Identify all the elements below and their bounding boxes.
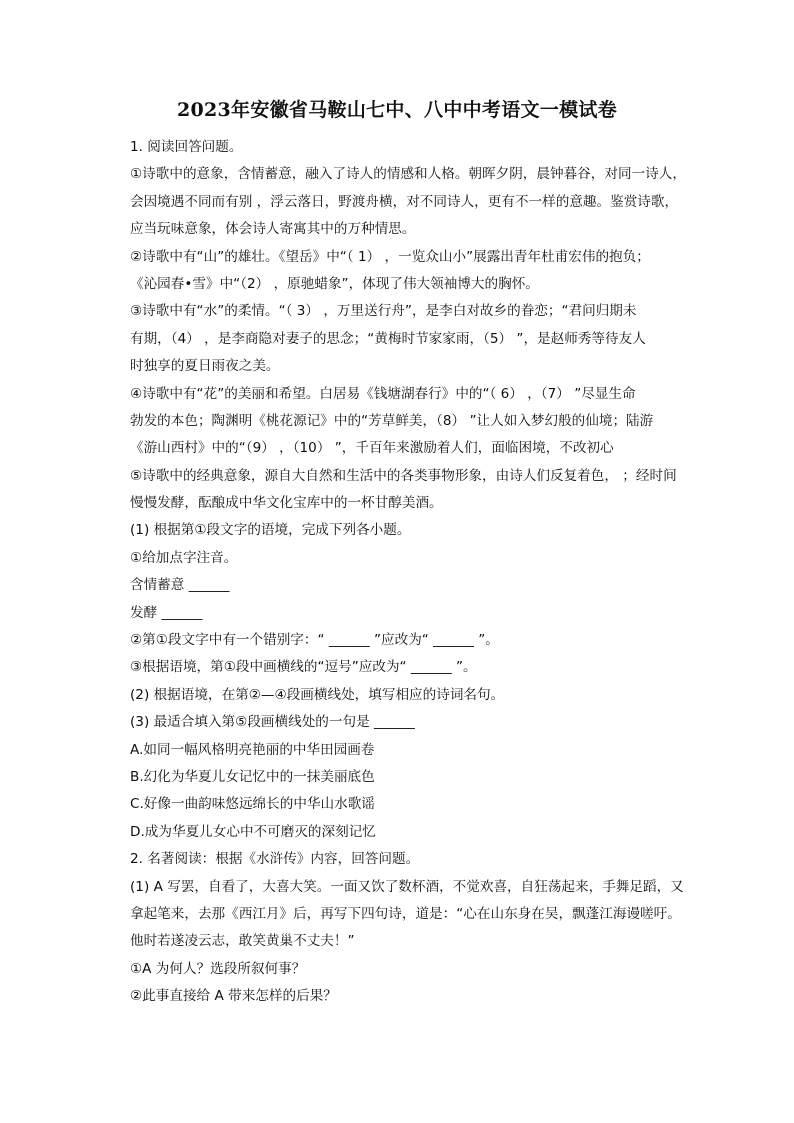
paragraph-line: ①诗歌中的意象，含情蓄意，融入了诗人的情感和人格。朝晖夕阴，晨钟暮谷，对同一诗人， bbox=[130, 166, 686, 183]
choice-option: D.成为华夏儿女心中不可磨灭的深刻记忆 bbox=[130, 823, 376, 840]
paragraph-line: 应当玩味意象，体会诗人寄寓其中的万种情思。 bbox=[130, 221, 416, 238]
sub-question-line: (3) 最适合填入第⑤段画横线处的一句是 ______ bbox=[130, 714, 415, 731]
choice-option: A.如同一幅风格明亮艳丽的中华田园画卷 bbox=[130, 741, 375, 758]
sub-question-line: ①A 为何人？选段所叙何事？ bbox=[130, 960, 306, 977]
paragraph-line: ③诗歌中有“水”的柔情。“（ 3） ，万里送行舟”，是李白对故乡的眷恋；“君问归期未 bbox=[130, 303, 637, 320]
sub-question-line: (1) 根据第①段文字的语境，完成下列各小题。 bbox=[130, 522, 411, 539]
paragraph-line: 慢慢发酵，酝酿成中华文化宝库中的一杯甘醇美酒。 bbox=[130, 495, 443, 512]
exam-title: 2023年安徽省马鞍山七中、八中中考语文一模试卷 bbox=[176, 99, 618, 121]
choice-option: C.好像一曲韵味悠远绵长的中华山水歌谣 bbox=[130, 796, 375, 813]
answer-blank-line: 发酵 ______ bbox=[130, 604, 203, 621]
paragraph-line: ④诗歌中有“花”的美丽和希望。白居易《钱塘湖春行》中的“（ 6） ，（7） ”尽显生命 bbox=[130, 385, 636, 402]
paragraph-line: 勃发的本色；陶渊明《桃花源记》中的“芳草鲜美，（8） ”让人如入梦幻般的仙境；陆游 bbox=[130, 412, 654, 429]
choice-option: B.幻化为华夏儿女记忆中的一抹美丽底色 bbox=[130, 768, 375, 785]
paragraph-line: 拿起笔来，去那《西江月》后，再写下四句诗，道是：“心在山东身在吴，飘蓬江海谩嗟吁。 bbox=[130, 905, 681, 922]
question-1-heading: 1. 阅读回答问题。 bbox=[130, 139, 243, 155]
paragraph-line: 会因境遇不同而有别 ，浮云落日，野渡舟横，对不同诗人，更有不一样的意趣。鉴赏诗歌， bbox=[130, 193, 679, 210]
answer-blank-line: 含情蓄意 ______ bbox=[130, 577, 230, 594]
paragraph-line: 时独享的夏日雨夜之美。 bbox=[130, 358, 280, 375]
paragraph-line: 《游山西村》中的“（9） ，（10） ”，千百年来激励着人们，面临困境，不改初心 bbox=[130, 440, 614, 457]
sub-question-line: ③根据语境，第①段中画横线的“逗号”应改为“ ______ ”。 bbox=[130, 659, 477, 676]
sub-question-line: ②此事直接给 A 带来怎样的后果？ bbox=[130, 988, 337, 1005]
sub-question-line: ①给加点字注音。 bbox=[130, 549, 238, 566]
question-2-heading: 2. 名著阅读：根据《水浒传》内容，回答问题。 bbox=[130, 851, 420, 868]
paragraph-line: (1) A 写罢，自看了，大喜大笑。一面又饮了数杯酒，不觉欢喜，自狂荡起来，手舞足蹈，又 bbox=[130, 878, 684, 895]
paragraph-line: 有期，（4） ，是李商隐对妻子的思念；“黄梅时节家家雨，（5） ”，是赵师秀等待友人 bbox=[130, 330, 646, 347]
paragraph-line: ②诗歌中有“山”的雄壮。《望岳》中“（ 1） ，一览众山小”展露出青年杜甫宏伟的抱负； bbox=[130, 248, 650, 265]
sub-question-line: ②第①段文字中有一个错别字：“ ______ ”应改为“ ______ ”。 bbox=[130, 632, 499, 649]
paragraph-line: 《沁园春•雪》中“（2） ，原驰蜡象”，体现了伟大领袖博大的胸怀。 bbox=[130, 275, 539, 292]
exam-content bbox=[130, 134, 696, 1011]
paragraph-line: ⑤诗歌中的经典意象，源自大自然和生活中的各类事物形象，由诗人们反复着色， ；经时间 bbox=[130, 467, 677, 484]
paragraph-line: 他时若遂凌云志，敢笑黄巢不丈夫！” bbox=[130, 933, 355, 950]
sub-question-line: (2) 根据语境，在第②—④段画横线处，填写相应的诗词名句。 bbox=[130, 686, 505, 703]
